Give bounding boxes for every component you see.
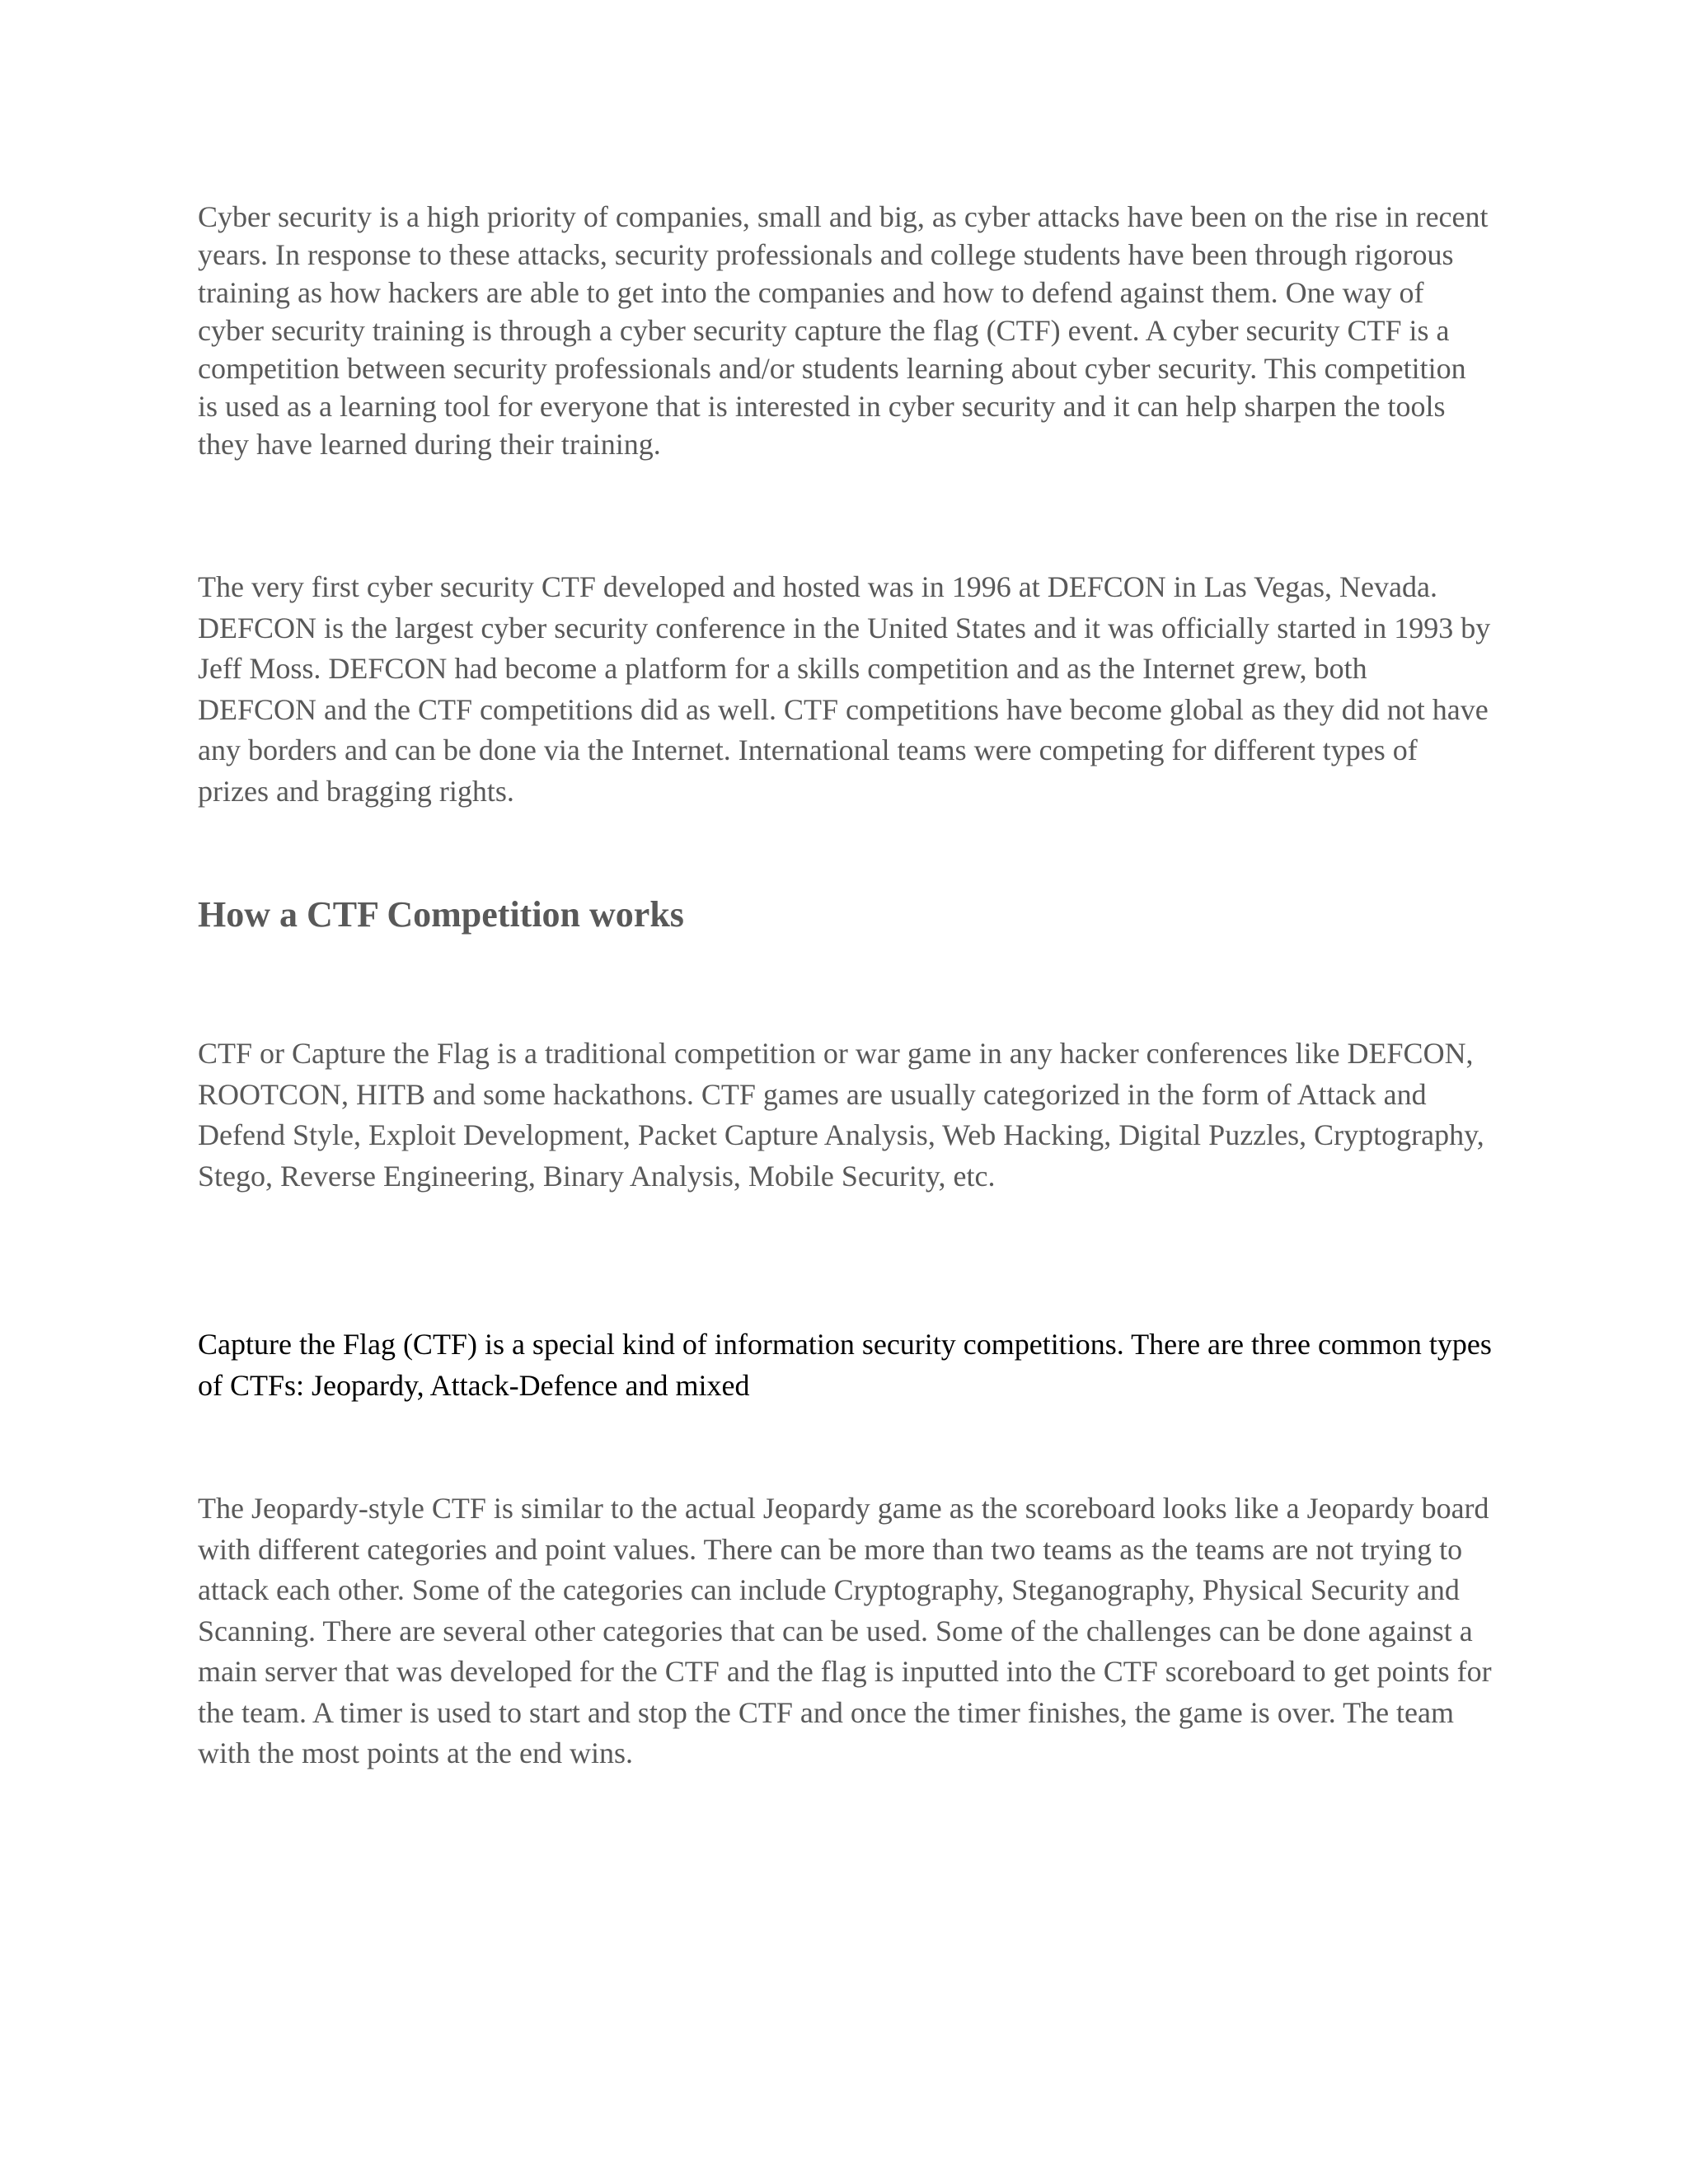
paragraph-ctf-types: Capture the Flag (CTF) is a special kind of information security competitions. There are three common types of CTFs: Jeopardy, Attack-Defence and mixed	[198, 1328, 1492, 1402]
paragraph-intro: Cyber security is a high priority of companies, small and big, as cyber attacks have been on the rise in recent years. In response to these attacks, security professionals and college students have been through rigorous training as how hackers are able to get into the companies and how to defend against them. One way of cyber security training is through a cyber security capture the flag (CTF) event. A cyber security CTF is a competition between security professionals and/or students learning about cyber security. This competition is used as a learning tool for everyone that is interested in cyber security and it can help sharpen the tools they have learned during their training.	[198, 200, 1489, 461]
paragraph-history: The very first cyber security CTF developed and hosted was in 1996 at DEFCON in Las Vegas, Nevada. DEFCON is the largest cyber security conference in the United States and it was officially started in 1993 by Jeff Moss. DEFCON had become a platform for a skills competition and as the Internet grew, both DEFCON and the CTF competitions did as well. CTF competitions have become global as they did not have any borders and can be done via the Internet. International teams were competing for different types of prizes and bragging rights.	[198, 570, 1491, 808]
section-heading: How a CTF Competition works	[198, 894, 684, 935]
paragraph-ctf-definition: CTF or Capture the Flag is a traditional competition or war game in any hacker conferences like DEFCON, ROOTCON, HITB and some hackathons. CTF games are usually categorized in the form of Attack and Defend Style, Exploit Development, Packet Capture Analysis, Web Hacking, Digital Puzzles, Cryptography, Stego, Reverse Engineering, Binary Analysis, Mobile Security, etc.	[198, 1037, 1484, 1193]
paragraph-jeopardy-style: The Jeopardy-style CTF is similar to the actual Jeopardy game as the scoreboard looks like a Jeopardy board with different categories and point values. There can be more than two teams as the teams are not trying to attack each other. Some of the categories can include Cryptography, Steganography, Physical Security and Scanning. There are several other categories that can be used. Some of the challenges can be done against a main server that was developed for the CTF and the flag is inputted into the CTF scoreboard to get points for the team. A timer is used to start and stop the CTF and once the timer finishes, the game is over. The team with the most points at the end wins.	[198, 1492, 1492, 1769]
